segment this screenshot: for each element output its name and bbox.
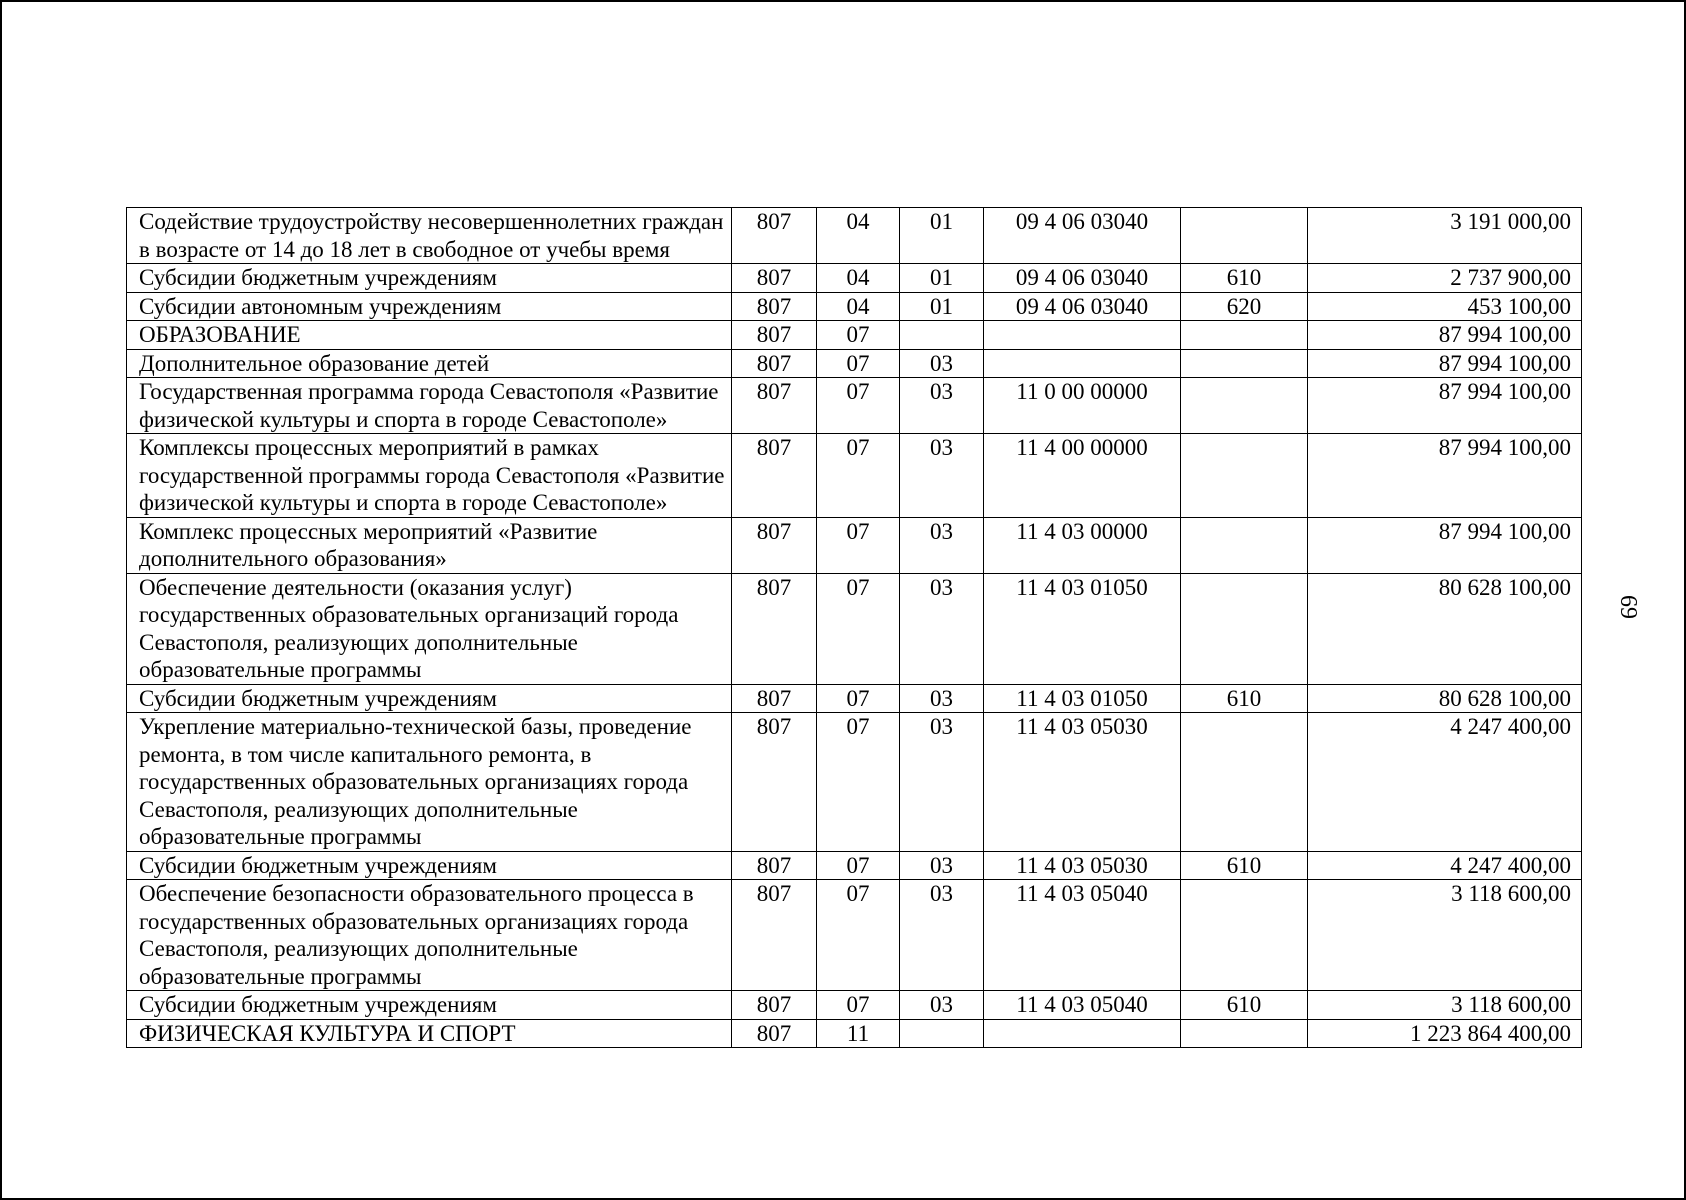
cell-amount: 4 247 400,00	[1308, 713, 1582, 852]
budget-table	[126, 207, 1582, 1048]
cell-expense-type: 610	[1181, 684, 1308, 713]
cell-name: Субсидии бюджетным учреждениям	[127, 851, 732, 880]
cell-section: 07	[817, 851, 900, 880]
cell-amount: 3 191 000,00	[1308, 208, 1582, 264]
cell-subsection: 03	[900, 713, 984, 852]
cell-amount: 87 994 100,00	[1308, 434, 1582, 518]
cell-name: Комплекс процессных мероприятий «Развитие дополнительного образования»	[127, 517, 732, 573]
cell-ved: 807	[732, 208, 817, 264]
cell-section: 07	[817, 713, 900, 852]
cell-name: Субсидии бюджетным учреждениям	[127, 684, 732, 713]
cell-subsection: 03	[900, 880, 984, 991]
table-row	[127, 880, 1582, 991]
cell-section: 04	[817, 292, 900, 321]
cell-expense-type	[1181, 434, 1308, 518]
table-row	[127, 851, 1582, 880]
cell-name: Содействие трудоустройству несовершеннолетних граждан в возрасте от 14 до 18 лет в свободное от учебы время	[127, 208, 732, 264]
cell-section: 07	[817, 684, 900, 713]
cell-expense-type	[1181, 321, 1308, 350]
cell-expense-type	[1181, 880, 1308, 991]
cell-subsection: 03	[900, 851, 984, 880]
cell-expense-type	[1181, 573, 1308, 684]
cell-subsection: 03	[900, 517, 984, 573]
cell-ved: 807	[732, 517, 817, 573]
cell-expense-type	[1181, 713, 1308, 852]
cell-name: Субсидии бюджетным учреждениям	[127, 264, 732, 293]
cell-ved: 807	[732, 684, 817, 713]
cell-amount: 1 223 864 400,00	[1308, 1019, 1582, 1048]
cell-name: ФИЗИЧЕСКАЯ КУЛЬТУРА И СПОРТ	[127, 1019, 732, 1048]
cell-amount: 87 994 100,00	[1308, 349, 1582, 378]
table-row	[127, 349, 1582, 378]
cell-subsection: 01	[900, 292, 984, 321]
cell-expense-type	[1181, 378, 1308, 434]
cell-target-item	[984, 349, 1181, 378]
cell-subsection	[900, 321, 984, 350]
cell-name: Субсидии автономным учреждениям	[127, 292, 732, 321]
cell-target-item: 11 4 03 01050	[984, 684, 1181, 713]
cell-amount: 453 100,00	[1308, 292, 1582, 321]
table-row	[127, 321, 1582, 350]
cell-expense-type: 610	[1181, 264, 1308, 293]
cell-target-item: 11 4 03 05040	[984, 880, 1181, 991]
cell-section: 07	[817, 349, 900, 378]
cell-section: 07	[817, 321, 900, 350]
cell-ved: 807	[732, 851, 817, 880]
cell-amount: 87 994 100,00	[1308, 517, 1582, 573]
cell-target-item: 11 4 03 00000	[984, 517, 1181, 573]
table-row	[127, 208, 1582, 264]
table-row	[127, 517, 1582, 573]
cell-ved: 807	[732, 713, 817, 852]
cell-amount: 80 628 100,00	[1308, 684, 1582, 713]
cell-amount: 80 628 100,00	[1308, 573, 1582, 684]
cell-name: Обеспечение безопасности образовательного процесса в государственных образовательных организациях города Севастополя, реализующих дополнительные образовательные программы	[127, 880, 732, 991]
cell-name: Укрепление материально-технической базы, проведение ремонта, в том числе капитального ремонта, в государственных образовательных организациях города Севастополя, реализующих дополнительные образовательные программы	[127, 713, 732, 852]
cell-target-item: 11 4 03 05030	[984, 713, 1181, 852]
cell-expense-type	[1181, 208, 1308, 264]
cell-amount: 4 247 400,00	[1308, 851, 1582, 880]
cell-expense-type: 610	[1181, 991, 1308, 1020]
cell-expense-type: 610	[1181, 851, 1308, 880]
cell-ved: 807	[732, 378, 817, 434]
page-number: 69	[1615, 595, 1641, 619]
cell-target-item: 11 4 03 05030	[984, 851, 1181, 880]
cell-ved: 807	[732, 264, 817, 293]
cell-amount: 3 118 600,00	[1308, 991, 1582, 1020]
cell-subsection: 01	[900, 264, 984, 293]
cell-subsection: 03	[900, 573, 984, 684]
cell-target-item: 09 4 06 03040	[984, 292, 1181, 321]
cell-subsection: 03	[900, 349, 984, 378]
cell-section: 04	[817, 264, 900, 293]
table-row	[127, 1019, 1582, 1048]
table-row	[127, 378, 1582, 434]
cell-target-item: 11 4 03 05040	[984, 991, 1181, 1020]
budget-table-body	[127, 208, 1582, 1048]
cell-subsection: 03	[900, 434, 984, 518]
table-row	[127, 264, 1582, 293]
cell-subsection: 03	[900, 991, 984, 1020]
cell-name: Комплексы процессных мероприятий в рамках государственной программы города Севастополя «Развитие физической культуры и спорта в городе Севастополе»	[127, 434, 732, 518]
cell-ved: 807	[732, 292, 817, 321]
cell-ved: 807	[732, 991, 817, 1020]
cell-target-item: 09 4 06 03040	[984, 264, 1181, 293]
cell-subsection: 03	[900, 684, 984, 713]
cell-target-item: 11 4 00 00000	[984, 434, 1181, 518]
cell-expense-type	[1181, 349, 1308, 378]
table-row	[127, 434, 1582, 518]
cell-amount: 87 994 100,00	[1308, 321, 1582, 350]
cell-target-item	[984, 321, 1181, 350]
cell-ved: 807	[732, 1019, 817, 1048]
cell-section: 07	[817, 573, 900, 684]
table-row	[127, 713, 1582, 852]
cell-amount: 87 994 100,00	[1308, 378, 1582, 434]
cell-target-item: 11 4 03 01050	[984, 573, 1181, 684]
cell-section: 07	[817, 880, 900, 991]
cell-section: 07	[817, 517, 900, 573]
cell-amount: 3 118 600,00	[1308, 880, 1582, 991]
cell-name: Государственная программа города Севастополя «Развитие физической культуры и спорта в городе Севастополе»	[127, 378, 732, 434]
cell-section: 07	[817, 991, 900, 1020]
cell-name: Дополнительное образование детей	[127, 349, 732, 378]
cell-section: 11	[817, 1019, 900, 1048]
cell-subsection: 03	[900, 378, 984, 434]
cell-name: Субсидии бюджетным учреждениям	[127, 991, 732, 1020]
cell-target-item: 09 4 06 03040	[984, 208, 1181, 264]
table-row	[127, 292, 1582, 321]
cell-section: 04	[817, 208, 900, 264]
cell-name: Обеспечение деятельности (оказания услуг) государственных образовательных организаций города Севастополя, реализующих дополнительные образовательные программы	[127, 573, 732, 684]
cell-ved: 807	[732, 434, 817, 518]
cell-ved: 807	[732, 321, 817, 350]
cell-target-item	[984, 1019, 1181, 1048]
cell-expense-type: 620	[1181, 292, 1308, 321]
table-row	[127, 573, 1582, 684]
cell-name: ОБРАЗОВАНИЕ	[127, 321, 732, 350]
table-row	[127, 684, 1582, 713]
cell-target-item: 11 0 00 00000	[984, 378, 1181, 434]
cell-subsection	[900, 1019, 984, 1048]
cell-ved: 807	[732, 573, 817, 684]
cell-section: 07	[817, 434, 900, 518]
table-row	[127, 991, 1582, 1020]
cell-amount: 2 737 900,00	[1308, 264, 1582, 293]
cell-expense-type	[1181, 1019, 1308, 1048]
cell-section: 07	[817, 378, 900, 434]
cell-expense-type	[1181, 517, 1308, 573]
cell-ved: 807	[732, 880, 817, 991]
cell-ved: 807	[732, 349, 817, 378]
cell-subsection: 01	[900, 208, 984, 264]
